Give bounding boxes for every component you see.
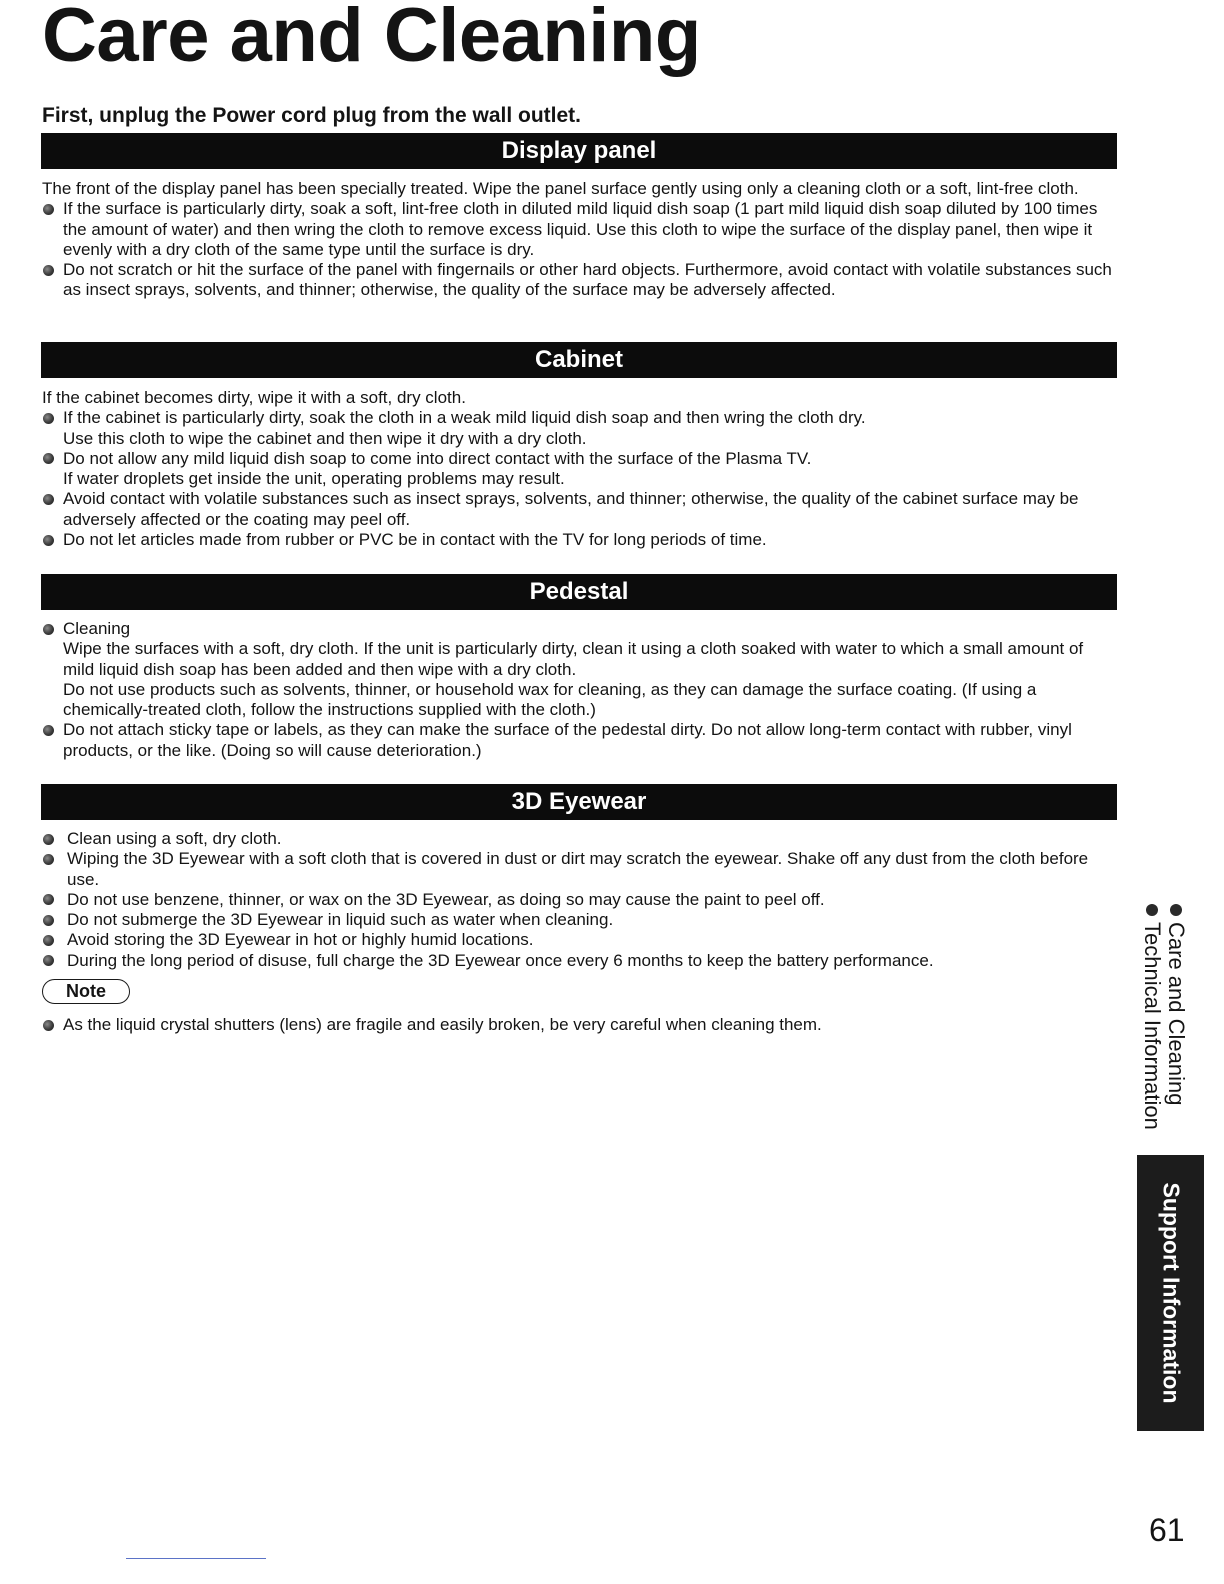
bullet-icon [43,834,54,845]
sidebar-item-care-and-cleaning[interactable] [1164,902,1188,1130]
bullet-text: Avoid contact with volatile substances such as insect sprays, solvents, and thinner; otherwise, the quality of the cabinet surface may be adversely affected or the coating may peel off. [63,489,1079,529]
sidebar-topics [1140,902,1188,1130]
list-item [42,890,1118,910]
bullet-icon [43,494,54,505]
bullet-icon [43,1020,54,1031]
bullet-icon [43,955,54,966]
bullet-text: Do not submerge the 3D Eyewear in liquid such as water when cleaning. [67,910,614,930]
bullet-text: If the cabinet is particularly dirty, soak the cloth in a weak mild liquid dish soap and then wring the cloth dry. [63,408,866,428]
bullet-text: If the surface is particularly dirty, soak a soft, lint-free cloth in diluted mild liquid dish soap (1 part mild liquid dish soap diluted by 100 times the amount of water) and then wring the cloth to remove excess liquid. Use this cloth to wipe the surface of the display panel, then wipe it evenly with a dry cloth of the same type until the surface is dry. [63,199,1098,259]
bullet-icon [43,624,54,635]
bullet-text: Do not let articles made from rubber or PVC be in contact with the TV for long periods of time. [63,530,767,550]
bullet-icon [43,413,54,424]
bullet-icon [43,894,54,905]
cleaning-paragraph: Wipe the surfaces with a soft, dry cloth. If the unit is particularly dirty, clean it using a cloth soaked with water to which a small amount of mild liquid dish soap has been added and then wipe with a dry cloth. [63,639,1084,679]
note-section [42,1015,1118,1035]
bullet-icon [1170,904,1182,916]
bullet-continuation: If water droplets get inside the unit, operating problems may result. [63,469,565,489]
bullet-icon [43,265,54,276]
bullet-text: During the long period of disuse, full charge the 3D Eyewear once every 6 months to keep the battery performance. [67,950,934,970]
section-header-pedestal: Pedestal [41,574,1117,610]
footer-rule [126,1558,266,1559]
sidebar-item-label: Technical Information [1140,922,1165,1130]
bullet-text: Wiping the 3D Eyewear with a soft cloth that is covered in dust or dirt may scratch the eyewear. Shake off any dust from the cloth before use. [67,849,1089,889]
list-item [42,829,1118,849]
unplug-instruction: First, unplug the Power cord plug from the wall outlet. [42,104,582,127]
bullet-continuation: Use this cloth to wipe the cabinet and then wipe it dry with a dry cloth. [63,428,587,448]
bullet-icon [43,453,54,464]
bullet-text: Do not attach sticky tape or labels, as they can make the surface of the pedestal dirty. Do not allow long-term contact with rubber, vinyl products, or the like. (Doing so will cause deterioration.) [63,720,1072,760]
sidebar-item-technical-information[interactable] [1140,902,1164,1130]
section-header-cabinet: Cabinet [41,342,1117,378]
bullet-icon [43,854,54,865]
eyewear-section [42,829,1118,971]
list-item [42,619,1118,720]
bullet-icon [43,535,54,546]
list-item [42,199,1118,260]
list-item [42,910,1118,930]
bullet-text: Avoid storing the 3D Eyewear in hot or highly humid locations. [67,930,534,950]
page-title: Care and Cleaning [42,0,701,78]
section-tab-label: Support Information [1158,1182,1184,1404]
cleaning-label: Cleaning [63,619,131,638]
list-item [42,951,1118,971]
bullet-text: Clean using a soft, dry cloth. [67,829,282,848]
section-tab-support-information[interactable] [1137,1155,1204,1431]
cabinet-section [42,388,1118,550]
bullet-text: Do not allow any mild liquid dish soap to come into direct contact with the surface of the Plasma TV. [63,448,812,468]
note-label: Note [42,979,130,1004]
display-panel-intro: The front of the display panel has been specially treated. Wipe the panel surface gently using only a cleaning cloth or a soft, lint-free cloth. [42,179,1079,198]
display-panel-section [42,179,1118,301]
list-item [42,1015,1118,1035]
pedestal-section [42,619,1118,761]
list-item [42,489,1118,530]
list-item [42,408,1118,449]
sidebar-item-label: Care and Cleaning [1164,922,1189,1106]
cleaning-paragraph: Do not use products such as solvents, thinner, or household wax for cleaning, as they can damage the surface coating. (If using a chemically-treated cloth, follow the instructions supplied with the cloth.) [63,679,1037,720]
list-item [42,449,1118,490]
list-item [42,720,1118,761]
bullet-icon [43,935,54,946]
cabinet-intro: If the cabinet becomes dirty, wipe it with a soft, dry cloth. [42,388,466,407]
list-item [42,849,1118,890]
section-header-display-panel: Display panel [41,133,1117,169]
note-text: As the liquid crystal shutters (lens) are fragile and easily broken, be very careful when cleaning them. [63,1015,822,1034]
bullet-icon [43,204,54,215]
bullet-icon [43,915,54,926]
bullet-icon [43,725,54,736]
bullet-text: Do not scratch or hit the surface of the panel with fingernails or other hard objects. Furthermore, avoid contact with volatile substances such as insect sprays, solvents, and thinner; otherwise, the quality of the surface may be adversely affected. [63,260,1112,300]
bullet-icon [1146,904,1158,916]
bullet-text: Do not use benzene, thinner, or wax on the 3D Eyewear, as doing so may cause the paint to peel off. [67,889,825,909]
list-item [42,260,1118,301]
section-header-3d-eyewear: 3D Eyewear [41,784,1117,820]
list-item [42,530,1118,550]
list-item [42,930,1118,950]
page-number: 61 [1149,1512,1185,1548]
